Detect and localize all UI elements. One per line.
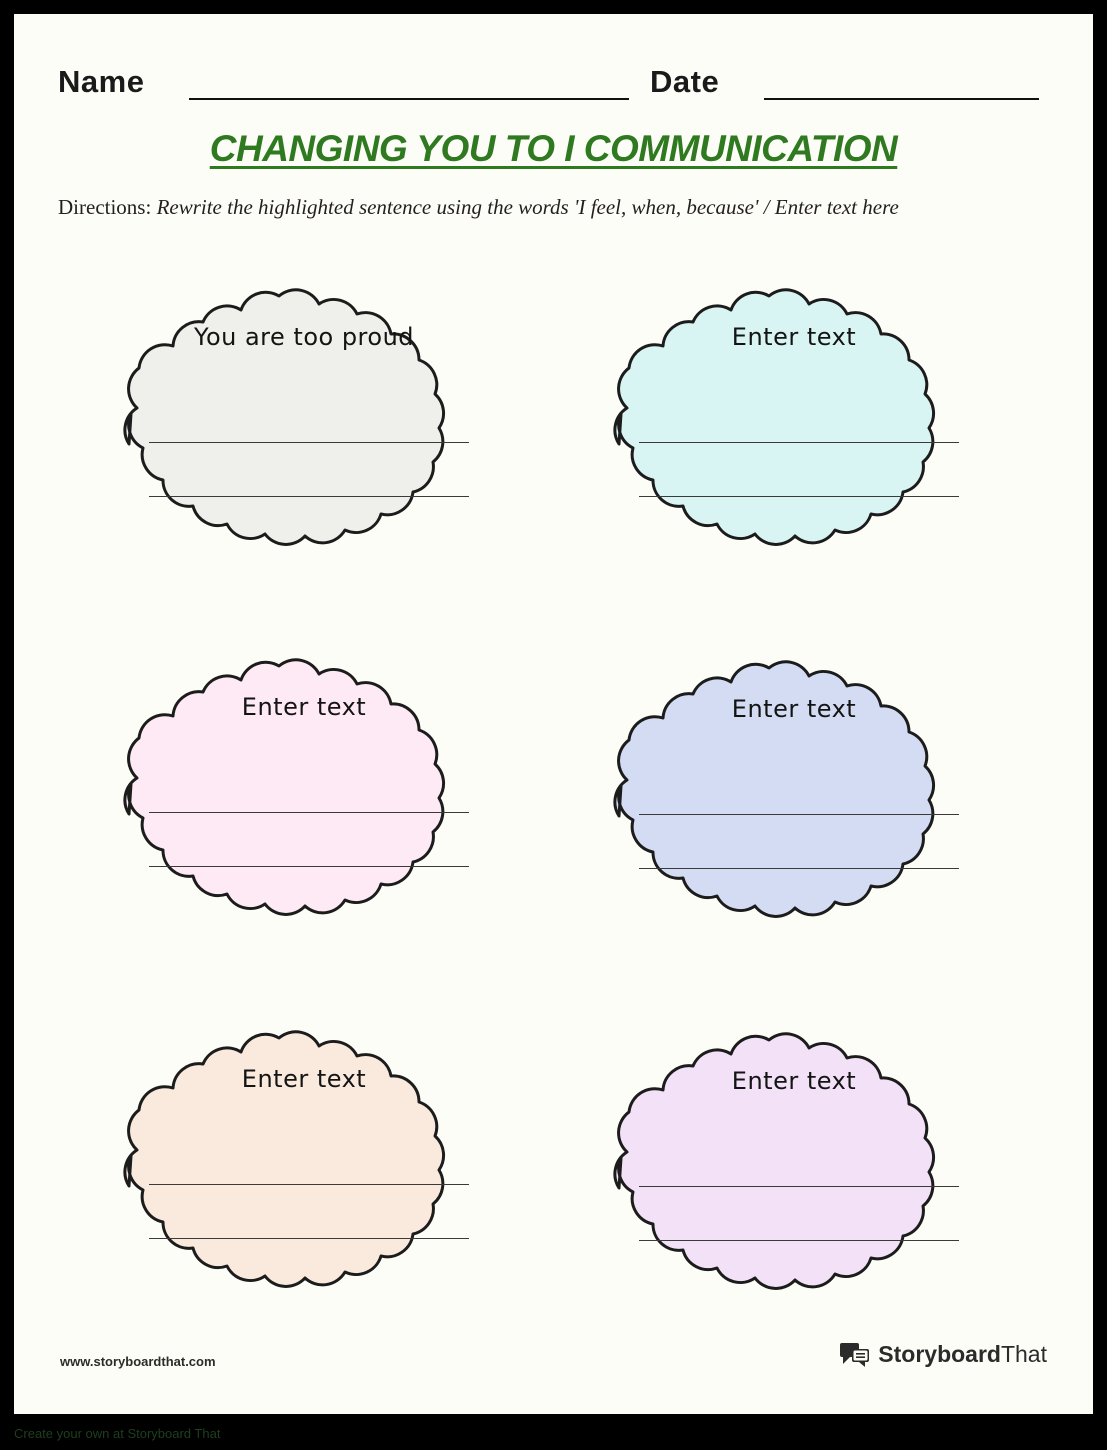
answer-line[interactable]: [639, 814, 959, 815]
answer-lines[interactable]: [149, 442, 469, 550]
answer-line[interactable]: [639, 442, 959, 443]
cloud-prompt-text: Enter text: [241, 693, 367, 721]
site-url[interactable]: www.storyboardthat.com: [60, 1354, 216, 1369]
answer-lines[interactable]: [639, 442, 959, 550]
answer-line[interactable]: [639, 868, 959, 869]
cloud-prompt-text: Enter text: [731, 695, 857, 723]
directions: [58, 192, 1018, 224]
answer-line[interactable]: [639, 1186, 959, 1187]
brand-logo[interactable]: [840, 1341, 1047, 1368]
brand-name: [878, 1341, 1047, 1368]
cloud-card-2[interactable]: [559, 264, 1029, 624]
answer-lines[interactable]: [639, 1186, 959, 1294]
cloud-card-3[interactable]: [69, 634, 539, 994]
cloud-prompt-text: Enter text: [731, 323, 857, 351]
page-title: CHANGING YOU TO I COMMUNICATION: [209, 128, 898, 169]
answer-line[interactable]: [149, 812, 469, 813]
answer-line[interactable]: [639, 496, 959, 497]
cloud-card-4[interactable]: [559, 636, 1029, 996]
answer-line[interactable]: [639, 1240, 959, 1241]
name-write-line[interactable]: [189, 98, 629, 100]
cloud-card-5[interactable]: [69, 1006, 539, 1366]
answer-lines[interactable]: [149, 812, 469, 920]
name-label: Name: [58, 64, 145, 99]
brand-name-bold: Storyboard: [878, 1341, 1001, 1367]
answer-line[interactable]: [149, 1238, 469, 1239]
answer-lines[interactable]: [149, 1184, 469, 1292]
worksheet-page: [14, 14, 1093, 1414]
directions-text: Rewrite the highlighted sentence using the words 'I feel, when, because' / Enter text here: [151, 195, 899, 219]
directions-label: Directions:: [58, 195, 152, 219]
cloud-prompt-text: Enter text: [241, 1065, 367, 1093]
date-label: Date: [650, 64, 720, 99]
cloud-card-6[interactable]: [559, 1008, 1029, 1368]
answer-lines[interactable]: [639, 814, 959, 922]
answer-line[interactable]: [149, 1184, 469, 1185]
date-write-line[interactable]: [764, 98, 1039, 100]
cloud-grid: [14, 264, 1093, 1364]
cloud-prompt-text: You are too proud: [193, 323, 415, 351]
answer-line[interactable]: [149, 442, 469, 443]
answer-line[interactable]: [149, 866, 469, 867]
cloud-prompt-text: Enter text: [731, 1067, 857, 1095]
brand-name-light: That: [1000, 1341, 1047, 1367]
speech-bubble-icon: [840, 1342, 870, 1368]
bottom-note: Create your own at Storyboard That: [0, 1420, 1107, 1450]
answer-line[interactable]: [149, 496, 469, 497]
cloud-card-1[interactable]: [69, 264, 539, 624]
worksheet-header: [14, 14, 1093, 124]
